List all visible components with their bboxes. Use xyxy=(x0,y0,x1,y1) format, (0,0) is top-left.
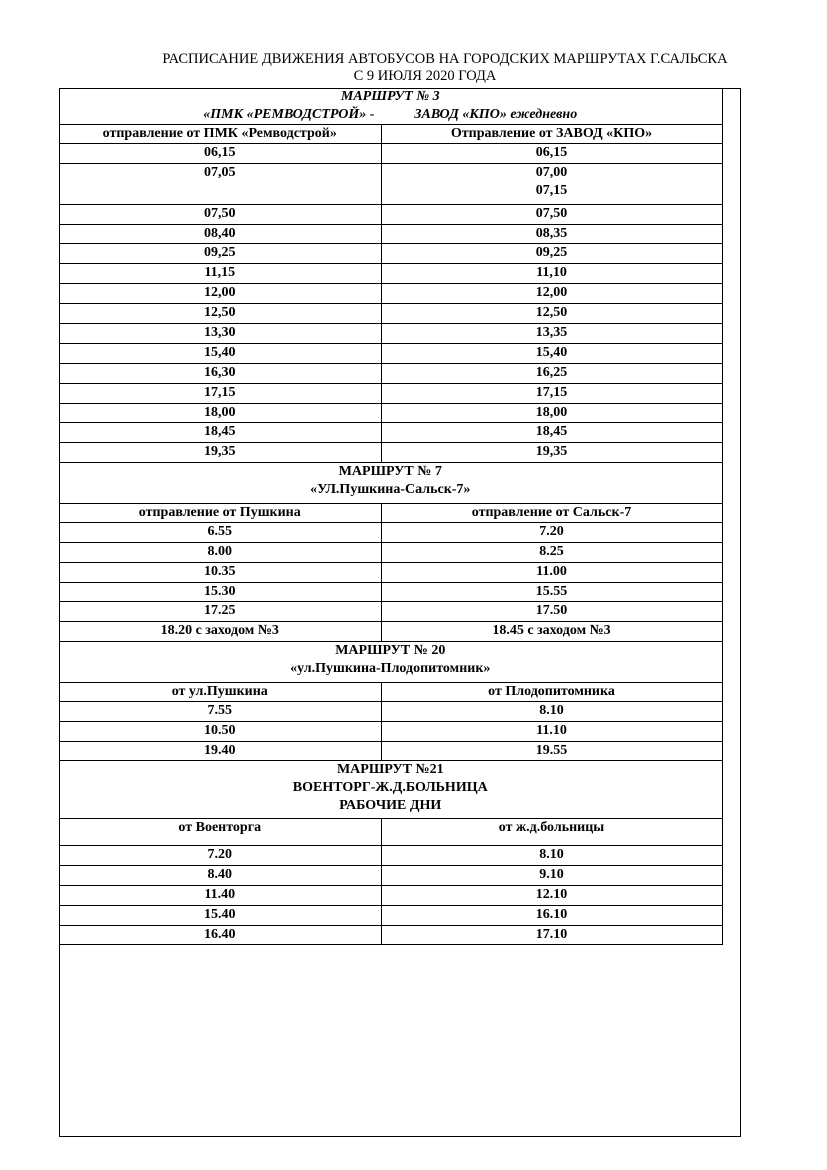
table-row xyxy=(59,523,722,543)
route21-departure-right: 17.10 xyxy=(381,925,722,945)
route3-departure-left: 08,40 xyxy=(59,224,381,244)
route21-title: МАРШРУТ №21 xyxy=(336,762,444,778)
table-row xyxy=(59,204,722,224)
route20-header-row xyxy=(59,642,722,683)
table-row xyxy=(59,304,722,324)
route20-departure-right: 19.55 xyxy=(381,741,722,761)
route21-col-right: от ж.д.больницы xyxy=(381,819,722,846)
route3-departure-right: 19,35 xyxy=(381,443,722,463)
route7-departure-right: 7.20 xyxy=(381,523,722,543)
table-row xyxy=(59,443,722,463)
route3-departure-left: 18,00 xyxy=(59,403,381,423)
route3-departure-left: 18,45 xyxy=(59,423,381,443)
route20-col-right: от Плодопитомника xyxy=(381,683,722,702)
route7-col-right: отправление от Сальск-7 xyxy=(381,504,722,523)
route3-departure-left: 13,30 xyxy=(59,324,381,344)
route3-departure-right: 18,45 xyxy=(381,423,722,443)
route3-departure-right: 16,25 xyxy=(381,363,722,383)
table-row xyxy=(59,741,722,761)
table-row xyxy=(59,324,722,344)
table-row xyxy=(59,144,722,164)
route7-departure-left: 17.25 xyxy=(59,602,381,622)
table-row xyxy=(59,423,722,443)
route7-header-row xyxy=(59,463,722,504)
route3-title-cell xyxy=(59,88,722,125)
route7-departure-left: 18.20 с заходом №3 xyxy=(59,622,381,642)
route7-col-left: отправление от Пушкина xyxy=(59,504,381,523)
route3-departure-left: 06,15 xyxy=(59,144,381,164)
route21-days: РАБОЧИЕ ДНИ xyxy=(339,798,442,814)
route7-rows xyxy=(59,523,722,642)
route3-departure-right: 11,10 xyxy=(381,264,722,284)
document-title: РАСПИСАНИЕ ДВИЖЕНИЯ АВТОБУСОВ НА ГОРОДСКИХ МАРШРУТАХ Г.САЛЬСКА xyxy=(162,51,728,67)
route20-title-cell xyxy=(59,642,722,683)
table-row xyxy=(59,284,722,304)
route20-rows xyxy=(59,702,722,761)
route3-departure-right: 13,35 xyxy=(381,324,722,344)
route3-name xyxy=(59,106,722,124)
route3-departure-left: 15,40 xyxy=(59,343,381,363)
route20-departure-left: 19.40 xyxy=(59,741,381,761)
route3-departure-left: 07,05 xyxy=(59,163,381,204)
route21-departure-left: 11.40 xyxy=(59,886,381,906)
route21-departure-left: 8.40 xyxy=(59,866,381,886)
route3-departure-right xyxy=(381,163,722,204)
route20-name: «ул.Пушкина-Плодопитомник» xyxy=(290,661,491,677)
table-row xyxy=(59,264,722,284)
route20-columns-row xyxy=(59,683,722,702)
route21-departure-right: 16.10 xyxy=(381,905,722,925)
route7-departure-left: 6.55 xyxy=(59,523,381,543)
route3-departure-right: 17,15 xyxy=(381,383,722,403)
route20-col-left: от ул.Пушкина xyxy=(59,683,381,702)
route3-departure-right-time: 07,00 xyxy=(535,164,568,180)
route3-departure-left: 11,15 xyxy=(59,264,381,284)
route3-columns-row xyxy=(59,125,722,144)
schedule-table xyxy=(59,88,723,945)
route21-departure-left: 7.20 xyxy=(59,846,381,866)
route3-departure-left: 12,50 xyxy=(59,304,381,324)
route3-departure-right: 12,50 xyxy=(381,304,722,324)
route3-name-a: «ПМК «РЕМВОДСТРОЙ» - xyxy=(203,107,375,122)
route3-departure-right: 09,25 xyxy=(381,244,722,264)
route3-departure-left: 17,15 xyxy=(59,383,381,403)
route21-departure-left: 15.40 xyxy=(59,905,381,925)
route7-departure-right: 17.50 xyxy=(381,602,722,622)
table-row xyxy=(59,383,722,403)
table-row xyxy=(59,163,722,204)
route3-departure-right: 15,40 xyxy=(381,343,722,363)
route21-columns-row xyxy=(59,819,722,846)
table-row xyxy=(59,721,722,741)
route7-departure-right: 8.25 xyxy=(381,543,722,563)
route7-departure-left: 10.35 xyxy=(59,562,381,582)
route7-title-cell xyxy=(59,463,722,504)
route21-departure-left: 16.40 xyxy=(59,925,381,945)
table-row xyxy=(59,543,722,563)
route21-name: ВОЕНТОРГ-Ж.Д.БОЛЬНИЦА xyxy=(292,780,488,796)
table-row xyxy=(59,562,722,582)
route3-departure-left: 19,35 xyxy=(59,443,381,463)
table-row xyxy=(59,925,722,945)
route21-rows xyxy=(59,846,722,945)
route3-rows xyxy=(59,144,722,463)
route7-title: МАРШРУТ № 7 xyxy=(338,464,442,480)
table-row xyxy=(59,224,722,244)
route21-departure-right: 8.10 xyxy=(381,846,722,866)
table-row xyxy=(59,582,722,602)
route21-departure-right: 12.10 xyxy=(381,886,722,906)
table-row xyxy=(59,702,722,722)
route20-title: МАРШРУТ № 20 xyxy=(335,643,446,659)
route21-title-cell xyxy=(59,761,722,819)
route20-departure-right: 8.10 xyxy=(381,702,722,722)
route7-columns-row xyxy=(59,504,722,523)
route21-header-row xyxy=(59,761,722,819)
route3-title: МАРШРУТ № 3 xyxy=(340,89,440,104)
table-row xyxy=(59,343,722,363)
route3-name-b: ЗАВОД «КПО» ежедневно xyxy=(414,107,578,122)
table-row xyxy=(59,403,722,423)
route3-departure-left: 09,25 xyxy=(59,244,381,264)
table-row xyxy=(59,846,722,866)
route3-departure-right: 06,15 xyxy=(381,144,722,164)
table-row xyxy=(59,886,722,906)
route7-departure-right: 18.45 с заходом №3 xyxy=(381,622,722,642)
route20-departure-left: 10.50 xyxy=(59,721,381,741)
table-row xyxy=(59,905,722,925)
table-row xyxy=(59,866,722,886)
route7-departure-left: 15.30 xyxy=(59,582,381,602)
route7-name: «УЛ.Пушкина-Сальск-7» xyxy=(310,482,471,498)
route20-departure-left: 7.55 xyxy=(59,702,381,722)
route20-departure-right: 11.10 xyxy=(381,721,722,741)
table-row xyxy=(59,244,722,264)
route3-departure-left: 16,30 xyxy=(59,363,381,383)
route3-departure-right: 12,00 xyxy=(381,284,722,304)
route3-departure-right-time: 07,15 xyxy=(535,182,568,198)
route7-departure-right: 11.00 xyxy=(381,562,722,582)
route21-col-left: от Военторга xyxy=(59,819,381,846)
route3-departure-right: 18,00 xyxy=(381,403,722,423)
route3-departure-left: 12,00 xyxy=(59,284,381,304)
table-row xyxy=(59,622,722,642)
route3-departure-right: 08,35 xyxy=(381,224,722,244)
route7-departure-left: 8.00 xyxy=(59,543,381,563)
route3-departure-right: 07,50 xyxy=(381,204,722,224)
route3-header-row xyxy=(59,88,722,125)
table-row xyxy=(59,602,722,622)
route21-departure-right: 9.10 xyxy=(381,866,722,886)
route3-departure-left: 07,50 xyxy=(59,204,381,224)
route3-col-left: отправление от ПМК «Ремводстрой» xyxy=(59,125,381,144)
document-date: С 9 ИЮЛЯ 2020 ГОДА xyxy=(353,68,497,84)
route3-col-right: Отправление от ЗАВОД «КПО» xyxy=(381,125,722,144)
table-row xyxy=(59,363,722,383)
route7-departure-right: 15.55 xyxy=(381,582,722,602)
